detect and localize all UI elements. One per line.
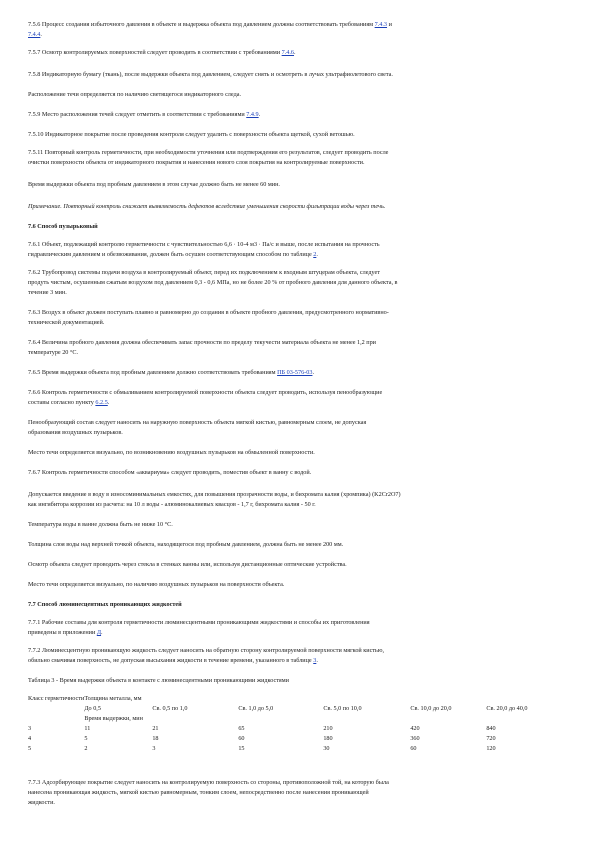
text-run: 7.5.6 Процесс создания избыточного давления в объекте и выдержка объекта под давлением должны соответствовать требованиям (28, 21, 375, 28)
text-run: . (40, 31, 42, 38)
text-line (28, 628, 568, 638)
table-column-header: До 0,5 (84, 705, 101, 712)
paragraph (28, 418, 568, 438)
paragraph (28, 70, 568, 80)
table-cell: 4 (28, 735, 32, 742)
text-run: Место течи определяется визуально, по возникновению воздушных пузырьков на обмыленной поверхности. (28, 449, 315, 456)
table-cell: 3 (152, 745, 156, 752)
text-run: 7.5.9 Место расположения течей следует отметить в соответствии с требованиями (28, 111, 247, 118)
paragraph (28, 20, 568, 40)
table-cell: 180 (323, 735, 333, 742)
text-line (28, 90, 568, 100)
text-line (28, 20, 568, 30)
table-cell: 720 (486, 735, 496, 742)
text-line (28, 202, 568, 212)
paragraph (28, 468, 568, 478)
text-line (28, 180, 568, 190)
text-run: . (107, 399, 110, 406)
paragraph (28, 618, 568, 638)
table-cell: 15 (238, 745, 245, 752)
table-cell: 30 (323, 745, 330, 752)
table-column-header: Св. 1,0 до 5,0 (238, 705, 274, 712)
paragraph (28, 48, 568, 58)
text-line (28, 110, 568, 120)
text-line (28, 788, 568, 798)
table-column-header: Св. 10,0 до 20,0 (410, 705, 452, 712)
table-3 (28, 694, 566, 754)
text-run: . (312, 369, 314, 376)
text-line (28, 778, 568, 788)
paragraph (28, 148, 568, 168)
paragraph (28, 540, 568, 550)
text-run: гидравлическим давлением и обезвоживания, должен быть осушен соответствующим способом по таблице (28, 251, 314, 258)
table-cell: 210 (323, 725, 333, 732)
text-line (28, 600, 568, 610)
text-run: нанесена проникающая жидкость, мягкой кистью равномерным, тонким слоем, непосредственно после нанесения проникающей (28, 789, 369, 796)
table-cell: 120 (486, 745, 496, 752)
text-line (28, 368, 568, 378)
table-row (28, 734, 566, 744)
paragraph (28, 368, 568, 378)
reference-link[interactable]: 7.4.3 (374, 21, 388, 28)
text-line (28, 618, 568, 628)
text-run: очистки поверхности объекта от индикаторного покрытия и нанесения нового слоя покрытия на контролируемые поверхности. (28, 159, 365, 166)
text-line (28, 288, 568, 298)
table-cell: 2 (84, 745, 88, 752)
text-line (28, 48, 568, 58)
text-run: 7.6.5 Время выдержки объекта под пробным давлением должно соответствовать требованиям (28, 369, 278, 376)
table-row-header-cell: Класс герметичности (28, 695, 85, 702)
table-column-header: Св. 20,0 до 40,0 (486, 705, 528, 712)
table-column-header: Св. 5,0 по 10,0 (323, 705, 362, 712)
text-line (28, 278, 568, 288)
reference-link[interactable]: 3 (313, 657, 317, 664)
table-cell: 5 (28, 745, 32, 752)
text-line (28, 70, 568, 80)
paragraph (28, 130, 568, 140)
text-run: 7.6.2 Трубопровод системы подачи воздуха в контролируемый объект, перед их подключением к входным штуцерам объекта, следует (28, 269, 380, 276)
text-line (28, 348, 568, 358)
text-run: течение 3 мин. (28, 289, 67, 296)
text-line (28, 656, 568, 666)
text-run: Место течи определяется визуально, по наличию воздушных пузырьков на поверхности объекта. (28, 581, 285, 588)
text-line (28, 250, 568, 260)
paragraph (28, 202, 568, 212)
text-run: Примечание. Повторный контроль снижает выявляемость дефектов вследствие уменьшения скорости фильтрации воды через течь. (28, 203, 386, 210)
text-line (28, 30, 568, 40)
text-line (28, 580, 568, 590)
paragraph (28, 520, 568, 530)
text-run: Толщина слоя воды над верхней точкой объекта, находящегося под пробным давлением, должна быть не менее 200 мм. (28, 541, 344, 548)
table-cell: 360 (410, 735, 420, 742)
paragraph (28, 308, 568, 328)
table-cell: 18 (152, 735, 159, 742)
reference-link[interactable]: 7.4.9 (246, 111, 259, 118)
text-line (28, 130, 568, 140)
table-cell: 5 (84, 735, 88, 742)
table-cell: 65 (238, 725, 245, 732)
text-line (28, 676, 568, 686)
text-run: . (101, 629, 103, 636)
text-line (28, 490, 568, 500)
text-line (28, 520, 568, 530)
text-run: . (258, 111, 261, 118)
text-run: Время выдержки объекта под пробным давлением в этом случае должно быть не менее 60 мин. (28, 181, 280, 188)
table-cell: 11 (84, 725, 91, 732)
text-run: 7.7 Способ люминесцентных проникающих жидкостей (28, 601, 182, 608)
text-run: 7.5.11 Повторный контроль герметичности, при необходимости уточнения или подтверждения его результатов, следует проводить после (28, 149, 389, 156)
text-line (28, 448, 568, 458)
text-run: 7.6.4 Величина пробного давления должна обеспечивать запас прочности по пределу текучести материала объекта не менее 1,2 при (28, 339, 376, 346)
section-heading (28, 222, 568, 232)
paragraph (28, 580, 568, 590)
text-line (28, 398, 568, 408)
reference-link[interactable]: Д (96, 629, 102, 636)
reference-link[interactable]: 6.2.5 (95, 399, 108, 406)
paragraph (28, 180, 568, 190)
table-row (28, 724, 566, 734)
reference-link[interactable]: ПБ 03-576-03 (277, 369, 313, 376)
text-run: 7.7.3 Адсорбирующее покрытие следует наносить на контролируемую поверхность со стороны, противоположной той, на которую была (28, 779, 389, 786)
text-run: температуре 20 °С. (28, 349, 79, 356)
text-line (28, 500, 568, 510)
paragraph (28, 676, 568, 686)
text-line (28, 308, 568, 318)
table-group-header: Толщина металла, мм (84, 695, 142, 702)
text-run: Таблица 3 - Время выдержки объекта в контакте с люминесцентными проникающими жидкостями (28, 677, 289, 684)
text-run: Допускается введение в воду в износоминимальных емкостях, для повышения прозрачности воды, и бихромата калия (хромпика) (K2Cr2O7) (28, 491, 401, 498)
table-cell: 60 (410, 745, 417, 752)
table-column-header: Св. 0,5 по 1,0 (152, 705, 188, 712)
text-run: . (316, 251, 318, 258)
text-run: приведены в приложении (28, 629, 97, 636)
text-line (28, 222, 568, 232)
text-run: 7.6.1 Объект, подлежащий контролю герметичности с чувствительностью 6,6 · 10-4 м3 · Па/с и выше, после испытания на прочность (28, 241, 380, 248)
text-run: 7.5.7 Осмотр контролируемых поверхностей следует проводить в соответствии с требованиями (28, 49, 282, 56)
section-heading (28, 600, 568, 610)
text-run: технической документацией. (28, 319, 105, 326)
paragraph (28, 490, 568, 510)
text-run: Расположение течи определяется по наличию светящегося индикаторного следа. (28, 91, 242, 98)
text-run: 7.5.8 Индикаторную бумагу (ткань), после выдержки объекта под давлением, следует снять и осмотреть в лучах ультрафиолетового света. (28, 71, 393, 78)
paragraph (28, 448, 568, 458)
table-row (28, 744, 566, 754)
text-line (28, 318, 568, 328)
text-line (28, 148, 568, 158)
text-line (28, 468, 568, 478)
text-line (28, 240, 568, 250)
table-cell: 840 (486, 725, 496, 732)
text-line (28, 388, 568, 398)
text-run: . (316, 657, 318, 664)
paragraph (28, 560, 568, 570)
text-run: 7.6.7 Контроль герметичности способом «аквариума» следует проводить, поместив объект в ванну с водой. (28, 469, 312, 476)
paragraph (28, 90, 568, 100)
text-run: Пенообразующий состав следует наносить на наружную поверхность объекта мягкой кистью, равномерным слоем, не допуская (28, 419, 367, 426)
paragraph (28, 646, 568, 666)
text-run: обильно смачивая поверхность, не допуская высыхания жидкости в течение времени, указанного в таблице (28, 657, 314, 664)
text-run: 7.6 Способ пузырьковый (28, 223, 98, 230)
text-run: образования воздушных пузырьков. (28, 429, 123, 436)
text-run: 7.7.1 Рабочие составы для контроля герметичности люминесцентными проникающими жидкостями и способы их приготовления (28, 619, 370, 626)
text-run: жидкости. (28, 799, 55, 806)
text-run: составы согласно пункту (28, 399, 96, 406)
paragraph (28, 778, 568, 808)
text-run: и (387, 21, 392, 28)
text-run: 7.7.2 Люминесцентную проникающую жидкость следует наносить на обратную сторону контролируемой поверхности мягкой кистью, (28, 647, 385, 654)
text-run: продуть чистым, осушенным сжатым воздухом под давлением 0,3 - 0,6 МПа, но не более 20 % от пробного давления для данного объекта, в (28, 279, 398, 286)
table-subheader: Время выдержки, мин (84, 715, 143, 722)
text-line (28, 646, 568, 656)
table-cell: 60 (238, 735, 245, 742)
reference-link[interactable]: 7.4.6 (281, 49, 295, 56)
text-run: 7.6.3 Воздух в объект должен поступать плавно и равномерно до создания в объекте пробного давления, предусмотренного нормативно- (28, 309, 389, 316)
reference-link[interactable]: 2 (313, 251, 317, 258)
table-cell: 21 (152, 725, 159, 732)
paragraph (28, 240, 568, 260)
text-run: Осмотр объекта следует проводить через стекла в стенках ванны или, используя дистанционные оптические устройства. (28, 561, 347, 568)
paragraph (28, 110, 568, 120)
paragraph (28, 338, 568, 358)
text-line (28, 268, 568, 278)
table-cell: 3 (28, 725, 32, 732)
text-line (28, 158, 568, 168)
table-cell: 420 (410, 725, 420, 732)
text-line (28, 540, 568, 550)
paragraph (28, 268, 568, 298)
text-run: как ингибитора коррозии из расчета: на 10 л воды - алюминокалиевых квасцов - 1,7 г, бихромата калия - 50 г. (28, 501, 316, 508)
text-run: 7.6.6 Контроль герметичности с обмыливанием контролируемой поверхности объекта следует проводить, используя пенообразующие (28, 389, 383, 396)
text-line (28, 338, 568, 348)
text-line (28, 428, 568, 438)
text-line (28, 418, 568, 428)
reference-link[interactable]: 7.4.4 (28, 31, 41, 38)
text-run: . (294, 49, 296, 56)
paragraph (28, 388, 568, 408)
text-line (28, 560, 568, 570)
text-run: Температура воды в ванне должна быть не ниже 10 °С. (28, 521, 173, 528)
text-line (28, 798, 568, 808)
text-run: 7.5.10 Индикаторное покрытие после проведения контроля следует удалить с поверхности объекта щеткой, сухой ветошью. (28, 131, 355, 138)
